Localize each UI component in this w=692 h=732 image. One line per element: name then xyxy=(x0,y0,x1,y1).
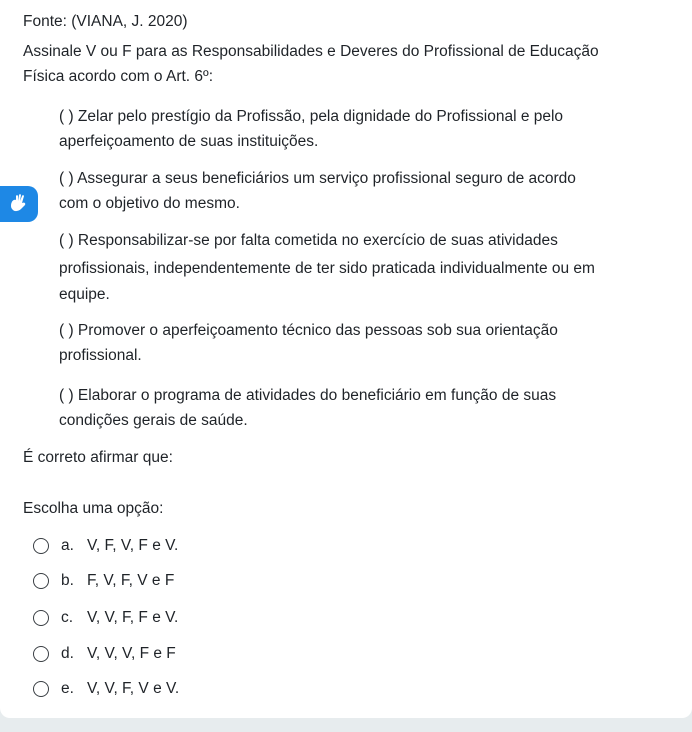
option-c[interactable] xyxy=(33,606,178,630)
sign-language-icon xyxy=(7,192,31,216)
question-prompt-line-1: Assinale V ou F para as Responsabilidades e Deveres do Profissional de Educação xyxy=(23,43,599,60)
sign-language-button[interactable] xyxy=(0,186,38,222)
statement-4-line-2: profissional. xyxy=(59,347,142,364)
statement-3-line-2: profissionais, independentemente de ter sido praticada individualmente ou em xyxy=(59,260,595,277)
option-letter: a. xyxy=(61,537,74,554)
conclusion-text: É correto afirmar que: xyxy=(23,449,173,466)
option-text: F, V, F, V e F xyxy=(87,572,175,589)
radio-button[interactable] xyxy=(33,681,49,697)
radio-button[interactable] xyxy=(33,538,49,554)
radio-button[interactable] xyxy=(33,573,49,589)
option-text: V, V, V, F e F xyxy=(87,645,176,662)
statement-1-line-2: aperfeiçoamento de suas instituições. xyxy=(59,133,319,150)
statement-5-line-1: ( ) Elaborar o programa de atividades do beneficiário em função de suas xyxy=(59,387,557,404)
option-a[interactable] xyxy=(33,534,178,558)
option-e[interactable] xyxy=(33,677,179,701)
option-letter: d. xyxy=(61,645,74,662)
option-text: V, V, F, V e V. xyxy=(87,680,180,697)
option-letter: c. xyxy=(61,609,74,626)
statement-1-line-1: ( ) Zelar pelo prestígio da Profissão, pela dignidade do Profissional e pelo xyxy=(59,108,564,125)
option-letter: e. xyxy=(61,680,74,697)
radio-button[interactable] xyxy=(33,646,49,662)
statement-2-line-2: com o objetivo do mesmo. xyxy=(59,195,240,212)
statement-3-line-1: ( ) Responsabilizar-se por falta cometida no exercício de suas atividades xyxy=(59,232,558,249)
choose-option-label: Escolha uma opção: xyxy=(23,500,164,517)
statement-2-line-1: ( ) Assegurar a seus beneficiários um serviço profissional seguro de acordo xyxy=(59,170,576,187)
statement-4-line-1: ( ) Promover o aperfeiçoamento técnico das pessoas sob sua orientação xyxy=(59,322,558,339)
option-b[interactable] xyxy=(33,569,174,593)
statement-3-line-3: equipe. xyxy=(59,286,110,303)
source-citation: Fonte: (VIANA, J. 2020) xyxy=(23,13,188,30)
option-d[interactable] xyxy=(33,642,176,666)
option-text: V, V, F, F e V. xyxy=(87,609,179,626)
option-text: V, F, V, F e V. xyxy=(87,537,179,554)
radio-button[interactable] xyxy=(33,610,49,626)
question-prompt-line-2: Física acordo com o Art. 6º: xyxy=(23,68,214,85)
statement-5-line-2: condições gerais de saúde. xyxy=(59,412,248,429)
option-letter: b. xyxy=(61,572,74,589)
